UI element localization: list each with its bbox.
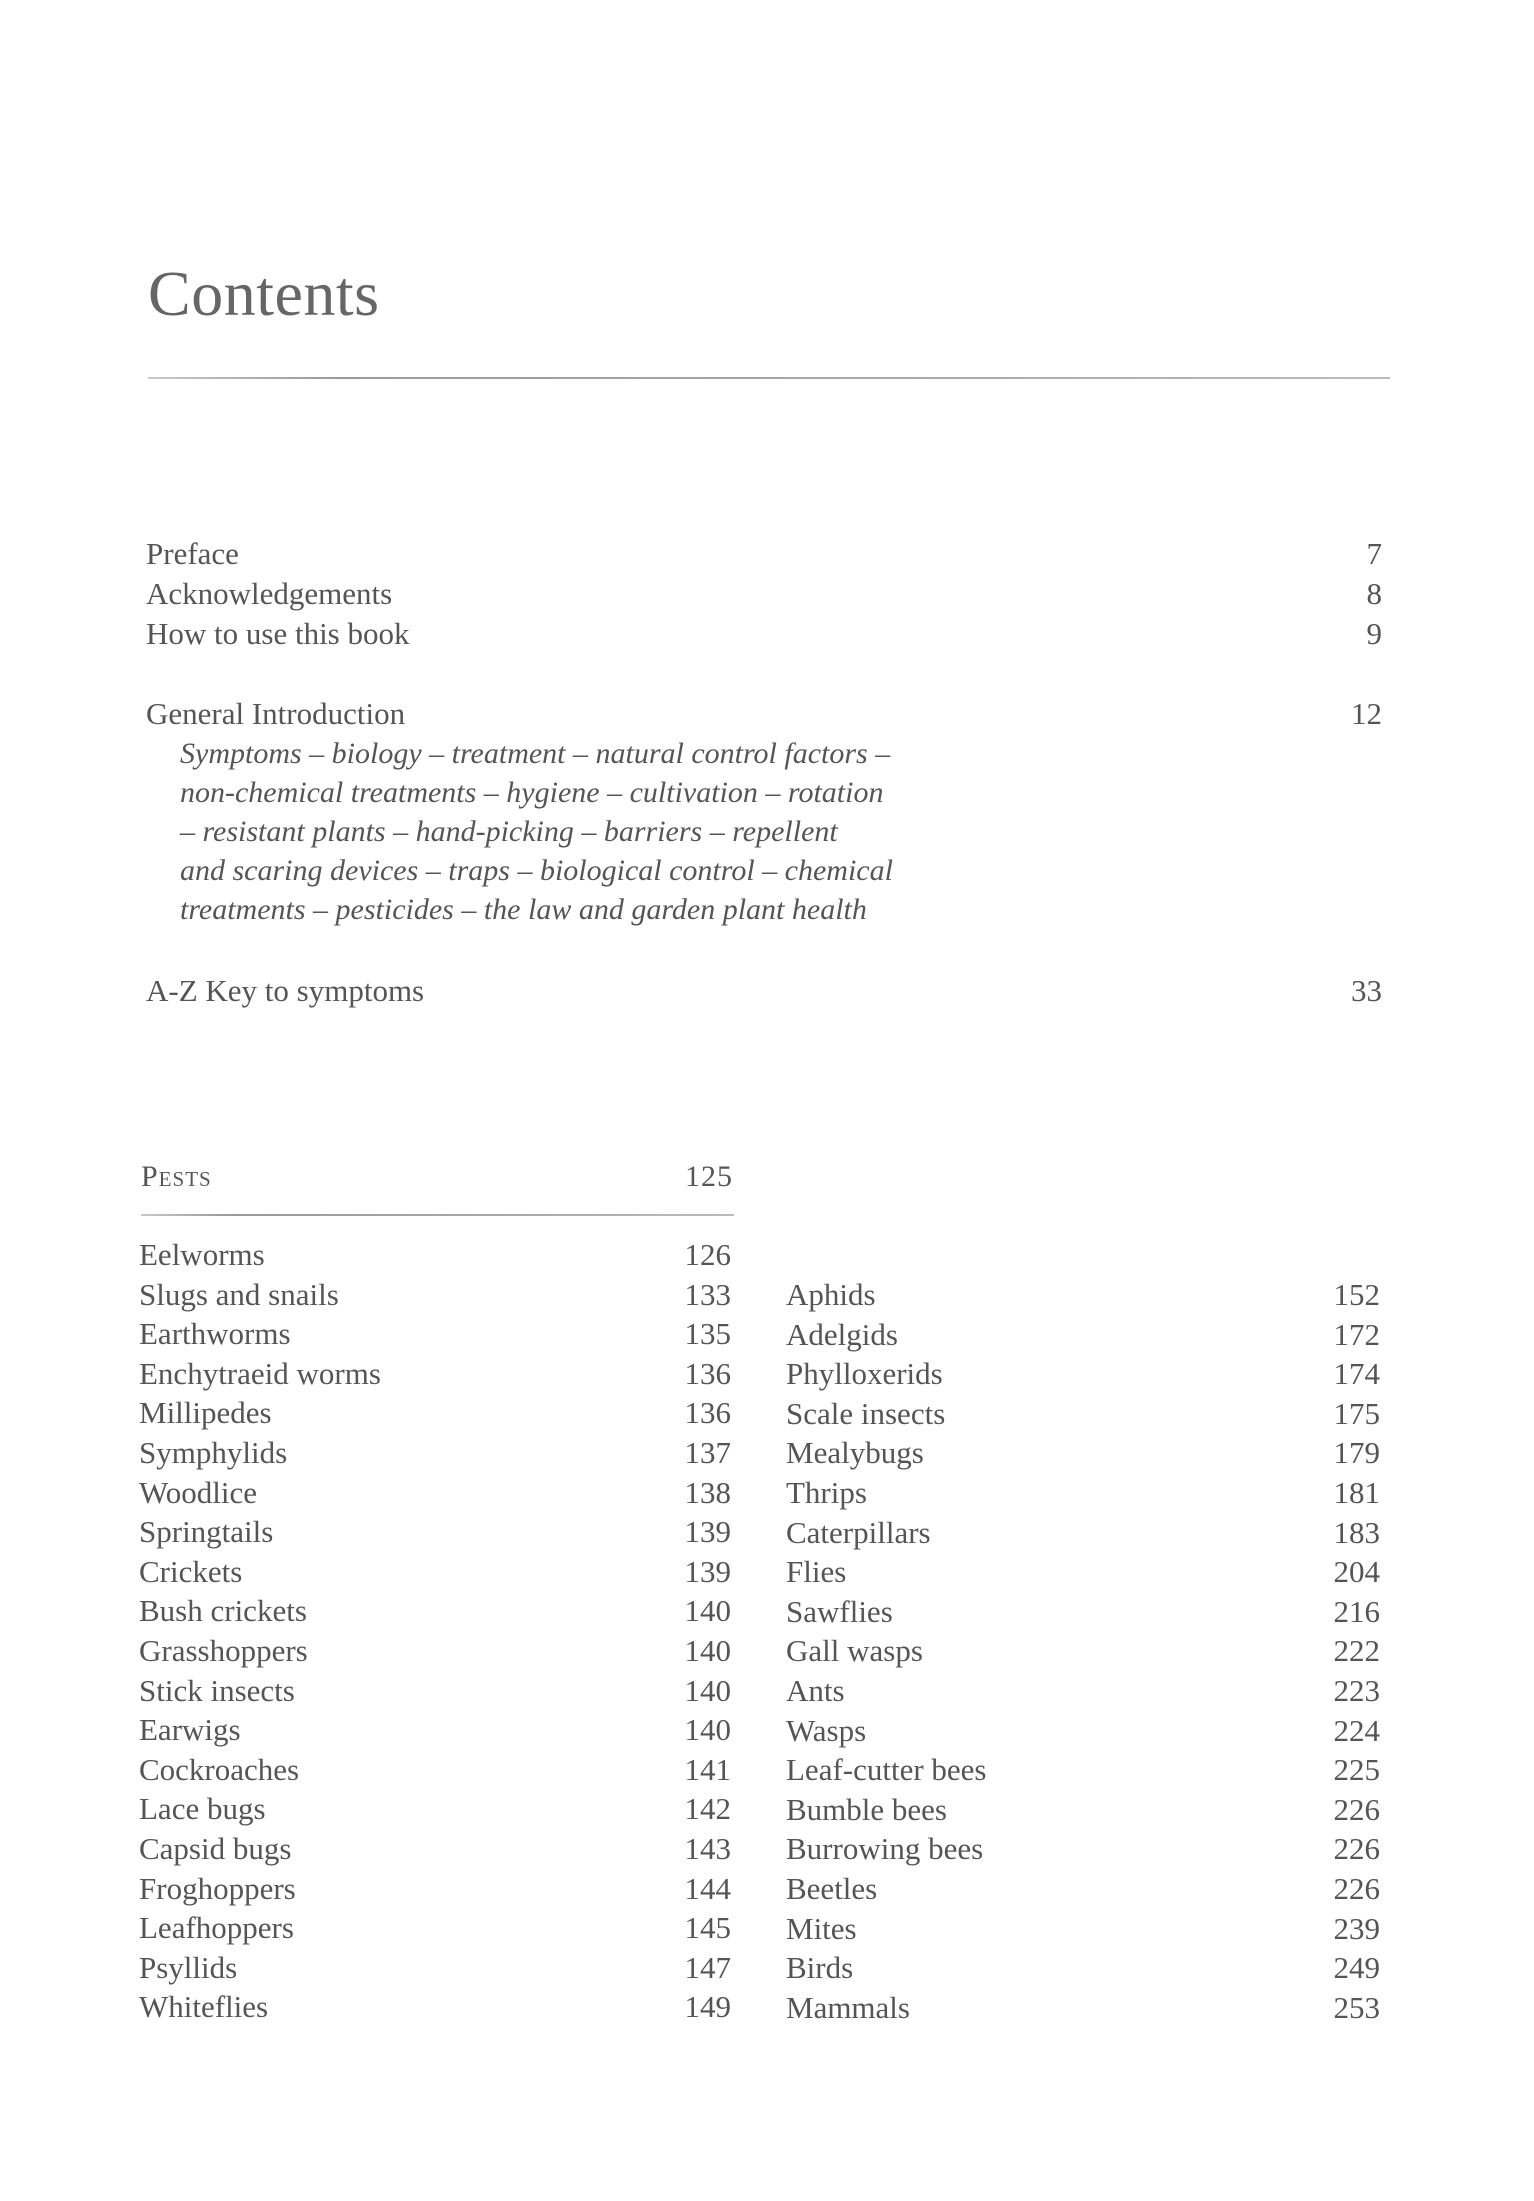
toc-entry-page: 142 <box>684 1791 731 1827</box>
toc-entry-label: Crickets <box>139 1553 243 1589</box>
toc-entry[interactable] <box>786 1909 1380 1949</box>
intro-subtopics-line: non-chemical treatments – hygiene – cultivation – rotation <box>180 776 884 809</box>
toc-entry-label: Leafhoppers <box>139 1910 294 1946</box>
toc-entry[interactable] <box>786 1275 1380 1315</box>
toc-entry[interactable] <box>139 1235 731 1275</box>
toc-entry-page: 138 <box>684 1474 731 1510</box>
toc-entry-label: Capsid bugs <box>139 1831 292 1866</box>
toc-entry-label: Flies <box>786 1554 847 1590</box>
toc-entry[interactable] <box>139 1948 731 1988</box>
toc-entry-label: Caterpillars <box>786 1514 931 1550</box>
toc-entry-label: Earwigs <box>139 1712 241 1748</box>
toc-entry-page: 144 <box>684 1870 731 1906</box>
toc-entry-page: 137 <box>684 1435 731 1470</box>
toc-entry-label: Preface <box>146 536 239 571</box>
toc-entry-page: 183 <box>1333 1514 1380 1550</box>
toc-entry-page: 222 <box>1333 1633 1380 1669</box>
toc-entry-label: Earthworms <box>139 1316 291 1352</box>
toc-entry-page: 126 <box>684 1237 731 1272</box>
toc-entry[interactable] <box>139 1869 731 1909</box>
toc-entry-page: 152 <box>1333 1277 1380 1312</box>
toc-entry[interactable] <box>786 1354 1380 1394</box>
toc-entry-label: Gall wasps <box>786 1633 923 1669</box>
toc-entry-acknowledgements[interactable] <box>146 574 1382 614</box>
toc-entry-label: Aphids <box>786 1277 876 1312</box>
toc-entry-page: 147 <box>684 1949 731 1985</box>
toc-entry-label: Grasshoppers <box>139 1633 308 1668</box>
toc-entry[interactable] <box>139 1750 731 1790</box>
toc-entry[interactable] <box>139 1314 731 1354</box>
toc-entry-label: Enchytraeid worms <box>139 1355 381 1391</box>
pests-rule <box>141 1214 734 1216</box>
toc-entry-page: 181 <box>1333 1475 1380 1510</box>
toc-entry-page: 136 <box>684 1395 731 1431</box>
title-rule <box>148 377 1390 379</box>
toc-entry-label: Slugs and snails <box>139 1276 339 1312</box>
toc-entry[interactable] <box>786 1433 1380 1473</box>
toc-entry-page: 216 <box>1333 1593 1380 1629</box>
toc-entry-page: 174 <box>1333 1356 1380 1392</box>
toc-entry[interactable] <box>786 1592 1380 1632</box>
toc-entry-page: 223 <box>1333 1673 1380 1708</box>
toc-entry[interactable] <box>786 1671 1380 1711</box>
toc-entry[interactable] <box>786 1631 1380 1671</box>
intro-subtopics-line: treatments – pesticides – the law and garden plant health <box>180 893 867 926</box>
toc-entry-label: Stick insects <box>139 1672 295 1708</box>
toc-entry[interactable] <box>786 1750 1380 1790</box>
toc-entry-page: 140 <box>684 1712 731 1748</box>
toc-entry[interactable] <box>139 1552 731 1592</box>
toc-entry-page: 204 <box>1333 1554 1380 1590</box>
intro-subtopics-line: Symptoms – biology – treatment – natural control factors – <box>180 737 891 770</box>
toc-entry-page: 224 <box>1333 1712 1380 1748</box>
toc-entry-page: 141 <box>684 1751 731 1787</box>
section-heading-label: Pests <box>141 1160 212 1193</box>
toc-entry[interactable] <box>139 1710 731 1750</box>
toc-entry-label: Bush crickets <box>139 1593 307 1629</box>
toc-entry-label: Burrowing bees <box>786 1831 984 1867</box>
toc-entry-label: Cockroaches <box>139 1751 300 1787</box>
toc-entry-preface[interactable] <box>146 534 1382 574</box>
toc-entry[interactable] <box>786 1711 1380 1751</box>
toc-entry-page: 172 <box>1333 1316 1380 1352</box>
toc-entry[interactable] <box>786 1315 1380 1355</box>
toc-entry-page: 136 <box>684 1355 731 1391</box>
toc-entry-label: Millipedes <box>139 1395 272 1431</box>
toc-entry[interactable] <box>139 1591 731 1631</box>
section-heading-page: 125 <box>685 1160 733 1193</box>
toc-entry-page: 149 <box>684 1989 731 2025</box>
toc-entry-az-key[interactable] <box>146 971 1382 1011</box>
toc-entry[interactable] <box>786 1552 1380 1592</box>
toc-entry-page: 133 <box>684 1276 731 1312</box>
toc-entry[interactable] <box>786 1869 1380 1909</box>
toc-entry-page: 140 <box>684 1593 731 1629</box>
toc-entry-label: Sawflies <box>786 1593 893 1629</box>
toc-entry-page: 175 <box>1333 1395 1380 1431</box>
toc-entry-page: 226 <box>1333 1791 1380 1827</box>
toc-entry-page: 139 <box>684 1553 731 1589</box>
toc-entry[interactable] <box>139 1275 731 1315</box>
toc-entry[interactable] <box>786 1473 1380 1513</box>
toc-entry-page: 253 <box>1333 1989 1380 2025</box>
toc-entry-label: Woodlice <box>139 1474 258 1510</box>
toc-entry-label: Springtails <box>139 1514 274 1550</box>
toc-entry-label: Lace bugs <box>139 1791 266 1827</box>
toc-entry-page: 226 <box>1333 1831 1380 1867</box>
toc-entry-label: Adelgids <box>786 1316 898 1352</box>
toc-entry[interactable] <box>139 1908 731 1948</box>
toc-entry-page: 239 <box>1333 1910 1380 1946</box>
toc-entry-label: Froghoppers <box>139 1870 296 1906</box>
toc-entry-page: 143 <box>684 1831 731 1866</box>
toc-entry-page: 135 <box>684 1316 731 1352</box>
toc-entry-page: 140 <box>684 1672 731 1708</box>
toc-entry[interactable] <box>786 1988 1380 2028</box>
toc-entry[interactable] <box>139 1987 731 2027</box>
toc-entry[interactable] <box>139 1433 731 1473</box>
toc-entry-page: 12 <box>1351 696 1382 731</box>
toc-entry[interactable] <box>139 1671 731 1711</box>
toc-entry[interactable] <box>139 1789 731 1829</box>
toc-entry-label: Bumble bees <box>786 1791 947 1827</box>
toc-entry-label: Acknowledgements <box>146 576 393 611</box>
toc-entry[interactable] <box>139 1354 731 1394</box>
toc-entry-label: Birds <box>786 1950 854 1986</box>
toc-entry[interactable] <box>139 1512 731 1552</box>
page-title: Contents <box>148 258 380 329</box>
toc-entry[interactable] <box>139 1631 731 1671</box>
toc-entry-label: Wasps <box>786 1712 867 1748</box>
toc-entry-page: 140 <box>684 1633 731 1668</box>
toc-entry-label: Psyllids <box>139 1949 238 1985</box>
toc-entry-page: 225 <box>1333 1752 1380 1788</box>
toc-entry[interactable] <box>786 1829 1380 1869</box>
toc-entry[interactable] <box>786 1513 1380 1553</box>
toc-entry-label: Mites <box>786 1910 857 1946</box>
toc-entry[interactable] <box>786 1394 1380 1434</box>
section-heading-pests[interactable] <box>141 1160 733 1194</box>
toc-entry-label: A-Z Key to symptoms <box>146 973 425 1008</box>
toc-entry-label: How to use this book <box>146 616 410 651</box>
toc-entry-page: 33 <box>1351 973 1382 1008</box>
toc-entry-page: 249 <box>1333 1950 1380 1986</box>
toc-entry[interactable] <box>786 1948 1380 1988</box>
toc-entry-label: Beetles <box>786 1871 878 1906</box>
toc-entry-label: Scale insects <box>786 1395 946 1431</box>
toc-entry-label: Phylloxerids <box>786 1356 943 1392</box>
toc-entry[interactable] <box>139 1393 731 1433</box>
toc-entry-label: Whiteflies <box>139 1989 269 2025</box>
toc-entry-label: Leaf-cutter bees <box>786 1752 987 1788</box>
toc-entry-label: Mealybugs <box>786 1435 924 1471</box>
toc-entry-label: Mammals <box>786 1989 910 2025</box>
toc-entry-page: 8 <box>1366 576 1382 611</box>
toc-entry-page: 139 <box>684 1514 731 1550</box>
toc-entry-label: Thrips <box>786 1475 867 1510</box>
toc-entry-label: Ants <box>786 1673 845 1708</box>
intro-subtopics-line: and scaring devices – traps – biological control – chemical <box>180 854 893 887</box>
toc-entry-general-introduction[interactable] <box>146 694 1382 734</box>
toc-entry[interactable] <box>139 1829 731 1869</box>
toc-entry-label: General Introduction <box>146 696 406 731</box>
toc-entry-page: 145 <box>684 1910 731 1946</box>
toc-entry-page: 226 <box>1333 1871 1380 1906</box>
toc-entry-how-to-use[interactable] <box>146 614 1382 654</box>
toc-entry-label: Symphylids <box>139 1435 288 1470</box>
toc-entry[interactable] <box>139 1473 731 1513</box>
toc-entry-page: 179 <box>1333 1435 1380 1471</box>
toc-entry-page: 9 <box>1366 616 1382 651</box>
intro-subtopics-line: – resistant plants – hand-picking – barriers – repellent <box>180 815 838 848</box>
toc-entry-page: 7 <box>1366 536 1382 571</box>
toc-entry[interactable] <box>786 1790 1380 1830</box>
toc-entry-label: Eelworms <box>139 1237 265 1272</box>
